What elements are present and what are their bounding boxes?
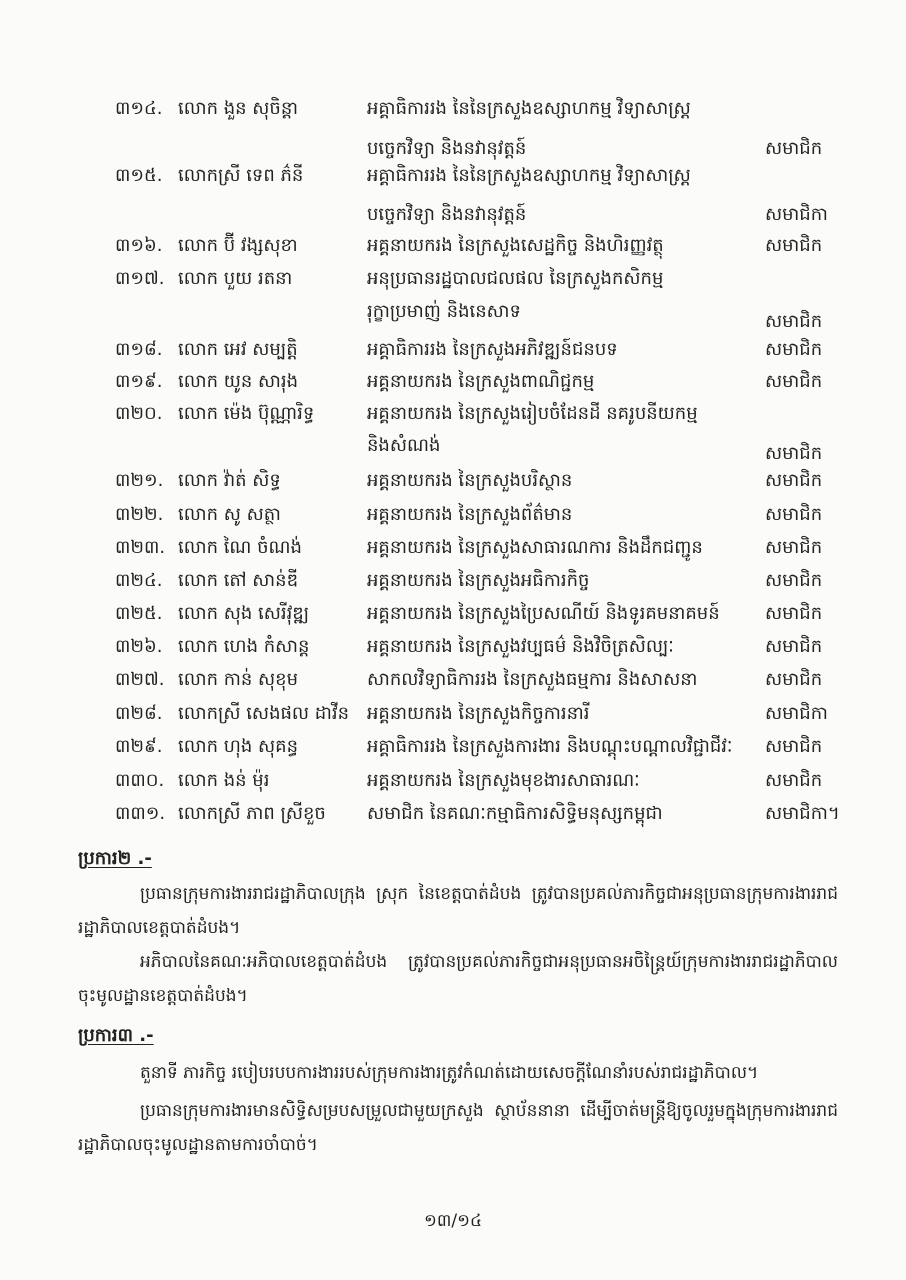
member-row <box>0 800 906 828</box>
member-role: សមាជិក <box>765 669 823 690</box>
member-role: សមាជិក <box>765 736 823 757</box>
member-role: សមាជិក <box>765 770 823 791</box>
member-position: សាកលវិទ្យាធិការរង នៃក្រសួងធម្មការ និងសាសនា <box>367 669 698 690</box>
member-number: ៣២១. <box>115 470 164 491</box>
member-number: ៣២០. <box>115 403 163 424</box>
member-name: លោកស្រី សេងផល ដាវីន <box>178 703 350 724</box>
member-role: សមាជិក <box>765 443 823 464</box>
member-position: អគ្គាធិការរង នៃនៃក្រសួងឧស្សាហកម្ម វិទ្យាសាស្ត្រ <box>367 98 691 119</box>
member-number: ៣១៧. <box>115 268 165 289</box>
member-row <box>0 162 906 190</box>
member-number: ៣២៨. <box>115 703 163 724</box>
member-position: អគ្គនាយករង នៃក្រសួងមុខងារសាធារណៈ <box>367 770 640 791</box>
member-name: លោកស្រី ភាព ស្រីខួច <box>178 803 326 824</box>
member-name: លោក ហុង សុគន្ធ <box>178 736 298 757</box>
member-number: ៣១៥. <box>115 165 163 186</box>
member-position: អគ្គនាយករង នៃក្រសួងសេដ្ឋកិច្ច និងហិរញ្ញវត្ថុ <box>367 235 664 256</box>
member-position-continued: បច្ចេកវិទ្យា និងនវានុវត្តន៍ <box>367 138 527 159</box>
member-position: អគ្គាធិការរង នៃក្រសួងអភិវឌ្ឍន៍ជនបទ <box>367 339 618 360</box>
member-row <box>0 232 906 260</box>
member-name: លោក តៅ សាន់ឌី <box>178 570 298 591</box>
member-position-continued: បច្ចេកវិទ្យា និងនវានុវត្តន៍ <box>367 204 527 225</box>
member-row <box>0 368 906 396</box>
member-role: សមាជិកា។ <box>765 803 840 824</box>
member-row <box>0 700 906 728</box>
member-position: អគ្គនាយករង នៃក្រសួងកិច្ចការនារី <box>367 703 590 724</box>
member-name: លោក បួយ រតនា <box>178 268 293 289</box>
member-row-continuation <box>0 432 906 464</box>
member-name: លោក សុង សេរីវុឌ្ឍ <box>178 603 310 624</box>
member-position: អគ្គនាយករង នៃក្រសួងអធិការកិច្ច <box>367 570 590 591</box>
member-role: សមាជិក <box>765 235 823 256</box>
member-row-continuation <box>0 201 906 229</box>
member-number: ៣២៦. <box>115 636 163 657</box>
member-row <box>0 666 906 694</box>
member-row <box>0 265 906 293</box>
member-position: អគ្គនាយករង នៃក្រសួងពាណិជ្ជកម្ម <box>367 371 595 392</box>
member-name: លោក យូន សារុង <box>178 371 298 392</box>
member-name: លោក ម៉េង ប៊ុណ្ណារិទ្ធ <box>178 403 315 424</box>
member-number: ៣១៩. <box>115 371 163 392</box>
member-name: លោក កាន់ សុខុម <box>178 669 298 690</box>
member-name: លោក ងន់ ម៉ុរ <box>178 770 270 791</box>
member-name: លោក ងួន សុចិន្តា <box>178 98 298 119</box>
member-number: ៣២៥. <box>115 603 163 624</box>
member-number: ៣២៩. <box>115 736 163 757</box>
article-3-heading: ប្រការ៣ .- <box>78 1025 154 1046</box>
member-row-continuation <box>0 298 906 332</box>
member-role: សមាជិក <box>765 603 823 624</box>
member-role: សមាជិកា <box>765 703 828 724</box>
member-number: ៣១៤. <box>115 98 163 119</box>
member-number: ៣៣០. <box>115 770 165 791</box>
member-role: សមាជិក <box>765 339 823 360</box>
member-role: សមាជិកា <box>765 204 828 225</box>
member-row <box>0 733 906 761</box>
member-number: ៣២៤. <box>115 570 163 591</box>
member-number: ៣២៧. <box>115 669 165 690</box>
member-position: អគ្គនាយករង នៃក្រសួងប្រៃសណីយ៍ និងទូរគមនាគមន៍ <box>367 603 720 624</box>
member-row-continuation <box>0 135 906 163</box>
member-number: ៣១៦. <box>115 235 163 256</box>
member-name: លោក ណៃ ចំណង់ <box>178 537 302 558</box>
member-role: សមាជិក <box>765 311 823 332</box>
member-position: អគ្គាធិការរង នៃក្រសួងការងារ និងបណ្ដុះបណ្ដាលវិជ្ជាជីវៈ <box>367 736 733 757</box>
member-position: អនុប្រធានរដ្ឋបាលជលផល នៃក្រសួងកសិកម្ម <box>367 268 664 289</box>
member-position: អគ្គនាយករង នៃក្រសួងព័ត៌មាន <box>367 504 573 525</box>
member-position: អគ្គនាយករង នៃក្រសួងវប្បធម៌ និងវិចិត្រសិល្បៈ <box>367 636 674 657</box>
member-row <box>0 501 906 529</box>
article-3-paragraph-2: ប្រធានក្រុមការងារមានសិទ្ធិសម្របសម្រួលជាមួយក្រសួង ស្ថាប័ននានា ដើម្បីចាត់មន្ត្រីឱ្យចូលរួមក្នុងក្រុមការងាររាជរដ្ឋាភិបាលចុះមូលដ្ឋានតាមការចាំបាច់។ <box>78 1101 838 1155</box>
member-row <box>0 633 906 661</box>
member-name: លោក ប៊ី វង្សសុខា <box>178 235 298 256</box>
member-role: សមាជិក <box>765 470 823 491</box>
member-number: ៣១៨. <box>115 339 163 360</box>
member-row <box>0 567 906 595</box>
member-number: ៣២៣. <box>115 537 166 558</box>
member-row <box>0 767 906 795</box>
member-row <box>0 534 906 562</box>
member-position: សមាជិក នៃគណៈកម្មាធិការសិទ្ធិមនុស្សកម្ពុជា <box>367 803 663 824</box>
member-name: លោកស្រី ទេព ភ៌នី <box>178 165 304 186</box>
article-2-paragraph-2: អភិបាលនៃគណៈអភិបាលខេត្តបាត់ដំបង ត្រូវបានប្រគល់ភារកិច្ចជាអនុប្រធានអចិន្ត្រៃយ៍ក្រុមការងាររាជរដ្ឋាភិបាលចុះមូលដ្ឋានខេត្តបាត់ដំបង។ <box>78 952 838 1006</box>
article-2-heading: ប្រការ២ .- <box>78 848 152 869</box>
member-name: លោក ហេង កំសាន្ត <box>178 636 310 657</box>
article-2-paragraph-1: ប្រធានក្រុមការងាររាជរដ្ឋាភិបាលក្រុង ស្រុក នៃខេត្តបាត់ដំបង ត្រូវបានប្រគល់ភារកិច្ចជាអនុប្រធានក្រុមការងាររាជរដ្ឋាភិបាលខេត្តបាត់ដំបង។ <box>78 884 838 938</box>
member-role: សមាជិក <box>765 504 823 525</box>
member-row <box>0 336 906 364</box>
member-row <box>0 600 906 628</box>
page-number: ១៣/១៤ <box>423 1211 483 1231</box>
member-name: លោក វ៉ាត់ សិទ្ធ <box>178 470 281 491</box>
member-name: លោក អេវ សម្បត្តិ <box>178 339 298 360</box>
member-role: សមាជិក <box>765 636 823 657</box>
member-role: សមាជិក <box>765 371 823 392</box>
member-position-continued: រុក្ខាប្រមាញ់ និងនេសាទ <box>367 301 521 322</box>
member-role: សមាជិក <box>765 570 823 591</box>
member-number: ៣៣១. <box>115 803 166 824</box>
member-position: អគ្គនាយករង នៃក្រសួងរៀបចំដែនដី នគរូបនីយកម្ម <box>367 403 698 424</box>
member-row <box>0 95 906 123</box>
article-3-paragraph-1: តួនាទី ភារកិច្ច របៀបរបបការងាររបស់ក្រុមការងារត្រូវកំណត់ដោយសេចក្ដីណែនាំរបស់រាជរដ្ឋាភិបាល។ <box>140 1063 759 1083</box>
member-row <box>0 400 906 428</box>
member-position: អគ្គាធិការរង នៃនៃក្រសួងឧស្សាហកម្ម វិទ្យាសាស្ត្រ <box>367 165 691 186</box>
member-number: ៣២២. <box>115 504 164 525</box>
member-position: អគ្គនាយករង នៃក្រសួងបរិស្ថាន <box>367 470 573 491</box>
member-role: សមាជិក <box>765 537 823 558</box>
member-role: សមាជិក <box>765 138 823 159</box>
member-row <box>0 467 906 495</box>
member-position-continued: និងសំណង់ <box>367 435 441 456</box>
member-name: លោក សូ សត្ថា <box>178 504 281 525</box>
member-position: អគ្គនាយករង នៃក្រសួងសាធារណការ និងដឹកជញ្ជូន <box>367 537 703 558</box>
